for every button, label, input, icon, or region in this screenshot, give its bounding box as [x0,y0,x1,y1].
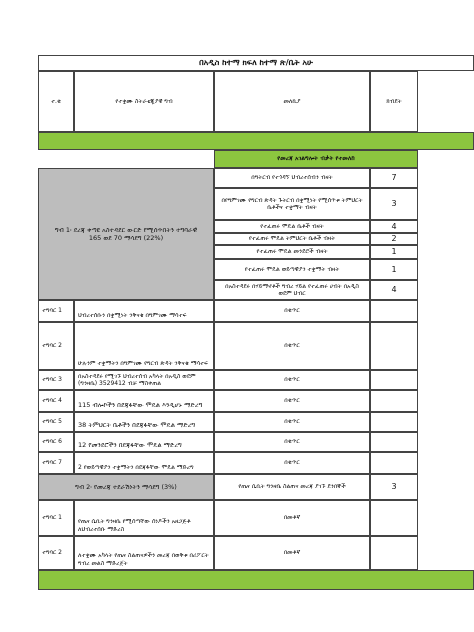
weight-cell: 4 [370,220,418,233]
activity-weight [370,322,418,370]
activity-label: ተግባር 1 [38,300,74,322]
activity-label: ተግባር 2 [38,536,74,570]
activity-measure: በመቶኛ [214,500,370,536]
activity-desc: ለተቋሙ አካላት የጤና ስልጠናዎችን መረጃ በወቅቱ በሪፖርት ግብረ መልስ ማድረጀት [74,536,214,570]
activity-label: ተግባር 6 [38,432,74,452]
weight-cell: 2 [370,233,418,245]
activity-weight [370,536,418,570]
weight-cell: 7 [370,168,418,188]
measure-row: በየግምገሙ የግርብ ጽዳት ጉትርብ በቋሚነት የሚሰጥቱ ትምህርት ቤቶችና ተቋማት ብዛት [214,188,370,220]
measure-row: የተፈጠሩ ሞዴል መንደሮች ብዛት [214,245,370,259]
activity-weight [370,370,418,390]
activity-label: ተግባር 4 [38,390,74,412]
activity-desc: ሁሉንም ተቋማትን በግምገሙ የግርብ ጽዳት ንቅናቄ ማሳተፍ [74,322,214,370]
goal-2: ግብ 2፡ የመረጃ ተደራሽነትን ማሳደግ (3%) [38,474,214,500]
activity-measure: በመቶኛ [214,536,370,570]
activity-measure: በቁጥር [214,370,370,390]
activity-desc: ህብረተሰቡን በቋሚነት ንቅናቄ በግምገሙ ማሳተፍ [74,300,214,322]
measure-row: የተፈጠሩ ሞዴል ወይጣዊያን ተቋማት ብዛት [214,259,370,280]
header-no: ተ.ቁ [38,71,74,132]
activity-weight [370,300,418,322]
activity-measure: በቁጥር [214,390,370,412]
section-divider [38,132,474,150]
activity-desc: የጤና ሴቢት ግንዛቤ የሚሰጣቸው ሰነዶችን አዘጋጅቶ ለህብረተሰቡ ማድረስ [74,500,214,536]
page-title: በአዲስ ከተማ ክፍለ ከተማ ጽ/ቤት አሁ [38,55,474,71]
activity-label: ተግባር 2 [38,322,74,370]
activity-label: ተግባር 7 [38,452,74,474]
weight-cell: 3 [370,188,418,220]
activity-measure: በቁጥር [214,452,370,474]
activity-measure: በቁጥር [214,322,370,370]
activity-weight [370,390,418,412]
activity-desc: 38 ትምህርት ቤቶችን በደጃፋቸው ሞዴል ማድረግ [74,412,214,432]
header-measure: መለኪያ [214,71,370,132]
activity-weight [370,412,418,432]
activity-weight [370,500,418,536]
activity-measure: በቁጥር [214,300,370,322]
weight-cell: 1 [370,259,418,280]
goal-1: ግብ 1፡ ደረጃ ቀጣዩ አስተዳደር ውርድ የሚሰጥበትን ተግባራዊ 165 ወደ 70 ማሳደግ (22%) [38,168,214,300]
activity-weight [370,452,418,474]
activity-measure: በቁጥር [214,412,370,432]
activity-label: ተግባር 3 [38,370,74,390]
section-divider [38,570,474,590]
activity-weight [370,432,418,452]
header-weight: ክብደት [370,71,418,132]
measure-row: የተፈጠሩ ሞዴል ትምህርት ቤቶች ብዛት [214,233,370,245]
measure-row: በግትርብ የተጎዳኘ ህብረተሰብን ብዛት [214,168,370,188]
measure-row: የጤና ሴቢት ግንዛቤ ስልጠና መረጃ ያገኙ ደንበኞች [214,474,370,500]
weight-cell: 1 [370,245,418,259]
section-title: የመረጃ አገልግሎት ብቃት የተመለከ [214,150,418,168]
activity-label: ተግባር 5 [38,412,74,432]
activity-desc: በአስተዳደሩ የሚገኙ ህብረተሰብ አካላት በአዲስ ወደም (ግንዛቤ) 3529412 ብቻ ማስቀጠል [74,370,214,390]
activity-desc: 115 ብሎኮችን በደጃፋቸው ሞዴል እንዲሆኑ ማድረግ [74,390,214,412]
header-goal: የተቋሙ ስትራቴጂያዊ ግብ [74,71,214,132]
weight-cell: 3 [370,474,418,500]
activity-label: ተግባር 1 [38,500,74,536]
measure-row: በአስተዳደሩ በሃይማኖቶች ግብረ ሃይል የተፈጠሩ ሀብት በአዲስ ወደም ህብር [214,280,370,300]
weight-cell: 4 [370,280,418,300]
activity-desc: 2 የወይጣዊያን ተቋማትን በደጃፋቸው ሞዴል ማድረግ [74,452,214,474]
activity-desc: 12 የመንደሮችን በደጃፋቸው ሞዴል ማድረግ [74,432,214,452]
activity-measure: በቁጥር [214,432,370,452]
measure-row: የተፈጠሩ ሞዴል ቤቶች ብዛት [214,220,370,233]
